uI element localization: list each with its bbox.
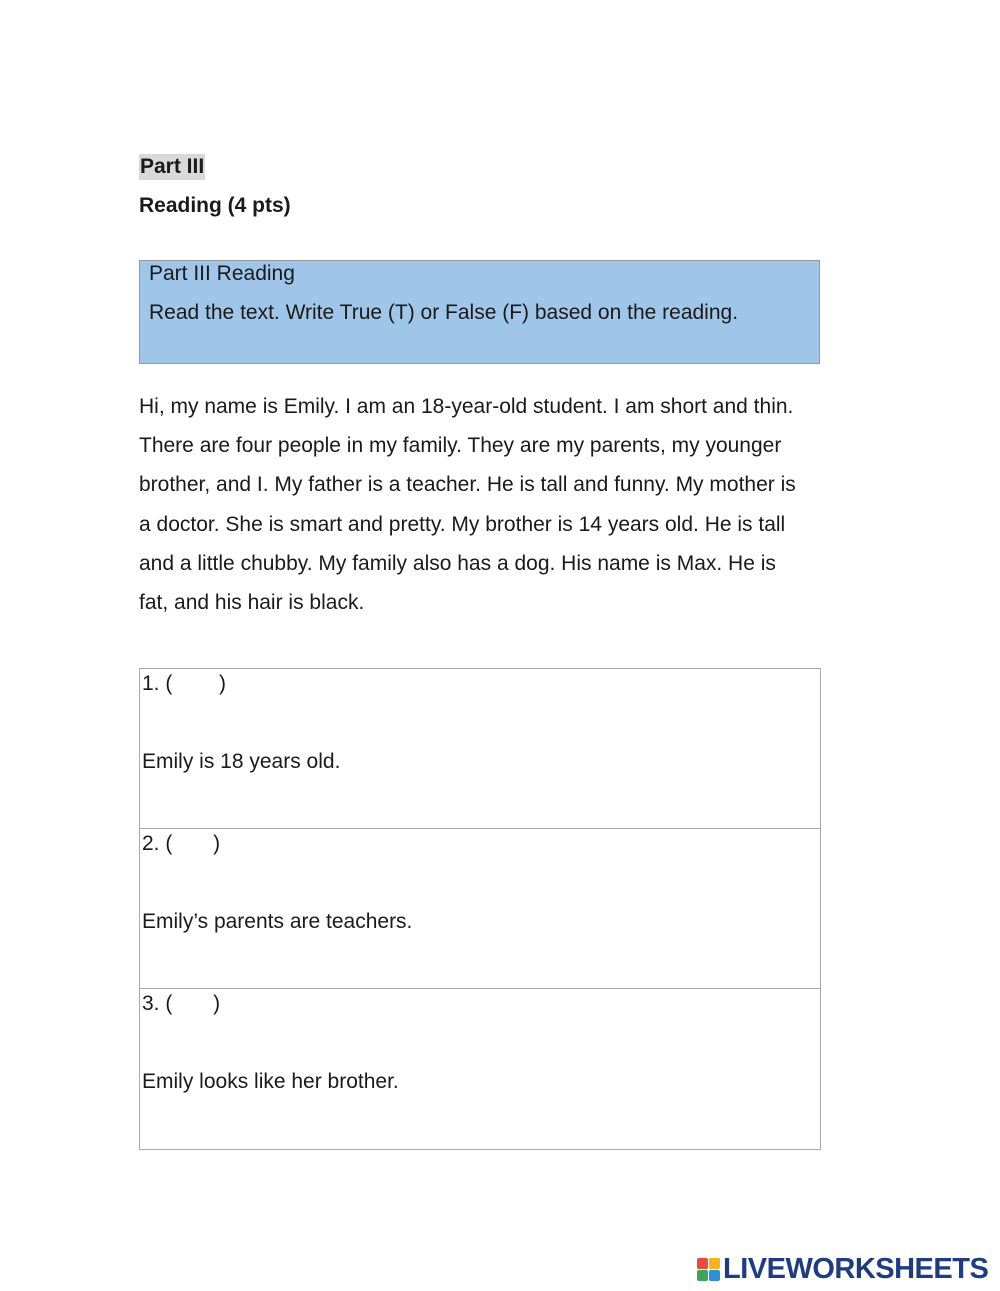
question-row <box>140 669 820 829</box>
part-title: Part III <box>140 155 205 178</box>
logo-text: LIVEWORKSHEETS <box>723 1252 989 1285</box>
instruction-text: Read the text. Write True (T) or False (F) based on the reading. <box>149 301 739 324</box>
passage-line: and a little chubby. My family also has a dog. His name is Max. He is <box>139 551 776 575</box>
question-row <box>140 829 820 989</box>
instruction-title: Part III Reading <box>149 262 295 285</box>
instruction-box <box>139 260 820 364</box>
answer-blank[interactable]: 1. ( ) <box>142 672 227 695</box>
section-title: Reading (4 pts) <box>139 194 291 217</box>
reading-passage <box>139 387 869 622</box>
question-statement: Emily looks like her brother. <box>142 1070 399 1093</box>
questions-table <box>139 668 821 1150</box>
liveworksheets-icon <box>697 1258 720 1281</box>
passage-line: a doctor. She is smart and pretty. My brother is 14 years old. He is tall <box>139 512 786 536</box>
answer-blank[interactable]: 2. ( ) <box>142 832 221 855</box>
passage-line: fat, and his hair is black. <box>139 591 365 615</box>
passage-line: brother, and I. My father is a teacher. He is tall and funny. My mother is <box>139 473 796 497</box>
question-row <box>140 989 820 1149</box>
liveworksheets-logo <box>697 1254 988 1284</box>
question-statement: Emily’s parents are teachers. <box>142 910 413 933</box>
passage-line: Hi, my name is Emily. I am an 18-year-old student. I am short and thin. <box>139 395 794 418</box>
passage-line: There are four people in my family. They are my parents, my younger <box>139 434 782 458</box>
answer-blank[interactable]: 3. ( ) <box>142 992 221 1015</box>
question-statement: Emily is 18 years old. <box>142 750 341 773</box>
